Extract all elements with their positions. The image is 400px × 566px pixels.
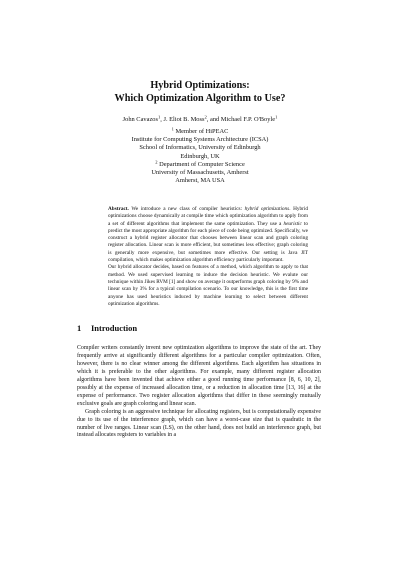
- body-paragraph-2: Graph coloring is an aggressive technique for allocating registers, but is computationally expensive due to its use of the interference graph, which can have a worst-case size that is quadratic in the number of live ranges. Linear scan (LS), on the other hand, does not build an interference graph, but instead allocates registers to variables in a: [77, 408, 321, 439]
- affiliation-1-line-3: School of Informatics, University of Edinburgh: [139, 144, 261, 152]
- abstract-text: We introduce a new class of compiler heuristics:: [128, 206, 245, 212]
- author-2: , J. Eliot B. Moss: [160, 116, 205, 123]
- affiliation-1-mark: 1: [171, 126, 174, 132]
- section-title: Introduction: [91, 323, 138, 333]
- author-2-affil-mark: 2: [204, 114, 207, 120]
- author-3: , and Michael F.P. O'Boyle: [206, 116, 276, 123]
- affiliations: [0, 128, 400, 185]
- abstract-text: to predict the most appropriate algorithm for each piece of code being optimized. Specifically, we construct a hybrid register allocator that chooses between linear scan and graph coloring register allocation. Linear scan is more efficient, but sometimes less effective; graph coloring is generally more expensive, but sometimes more effective. Our setting is Java JIT compilation, which makes optimization algorithm efficiency particularly important.: [108, 220, 308, 264]
- abstract-text: . Hybrid optimizations choose dynamically at compile time which optimization algorithm to apply from a set of different algorithms that implement the same optimization. They use a: [108, 206, 308, 227]
- affiliation-1-name: Member of HiPEAC: [173, 128, 229, 135]
- paper-title: [0, 79, 400, 105]
- section-body: [77, 345, 321, 440]
- author-1-affil-mark: 1: [157, 114, 161, 120]
- title-line-1: Hybrid Optimizations:: [150, 80, 250, 91]
- author-3-affil-mark: 1: [275, 114, 278, 120]
- abstract: [108, 206, 308, 308]
- abstract-label: Abstract.: [108, 206, 129, 212]
- affiliation-1-line-1: [0, 128, 400, 136]
- author-list: [0, 116, 400, 124]
- abstract-paragraph-2: Our hybrid allocator decides, based on features of a method, which algorithm to apply to that method. We used supervised learning to induce the decision heuristic. We evalute our technique within Jikes RVM [1] and show on average it outperforms graph coloring by 9% and linear scan by 3% for a typical compilation scenario. To our knowledge, this is the first time anyone has used heuristics induced by machine learning to select between different optimization algorithms.: [108, 264, 308, 307]
- author-1: John Cavazos: [122, 116, 158, 123]
- affiliation-2-mark: 2: [155, 159, 158, 165]
- section-heading: [77, 323, 137, 334]
- abstract-emphasis: hybrid optimizations: [244, 206, 290, 212]
- title-line-2: Which Optimization Algorithm to Use?: [114, 93, 286, 104]
- affiliation-2-line-2: University of Massachusetts, Amherst: [151, 169, 249, 177]
- affiliation-1-line-4: Edinburgh, UK: [180, 152, 220, 160]
- abstract-paragraph-1: [108, 206, 308, 264]
- affiliation-2-line-1: [0, 161, 400, 169]
- affiliation-2-name: Department of Computer Science: [157, 160, 245, 168]
- body-paragraph-1: Compiler writers constantly invent new optimization algorithms to improve the state of the art. They frequently arrive at significantly different algorithms for a particular compiler optimization. Often, however, there is no clear winner among the different algorithms. Each algorithm has situations in which it is preferable to the other algorithms. For example, many different register allocation algorithms have been invented that achieve either a good running time performance [8, 6, 10, 2], possibly at the expense of increased allocation time, or a reduction in allocation time [13, 16] at the expense of performance. Two register allocation algorithms that differ in these seemingly mutually exclusive goals are graph coloring and linear scan.: [77, 345, 321, 407]
- abstract-emphasis: heuristic: [283, 220, 302, 227]
- affiliation-2-line-3: Amherst, MA USA: [175, 177, 225, 185]
- section-number: 1: [77, 323, 82, 333]
- affiliation-1-line-2: Institute for Computing Systems Architecture (ICSA): [131, 136, 269, 144]
